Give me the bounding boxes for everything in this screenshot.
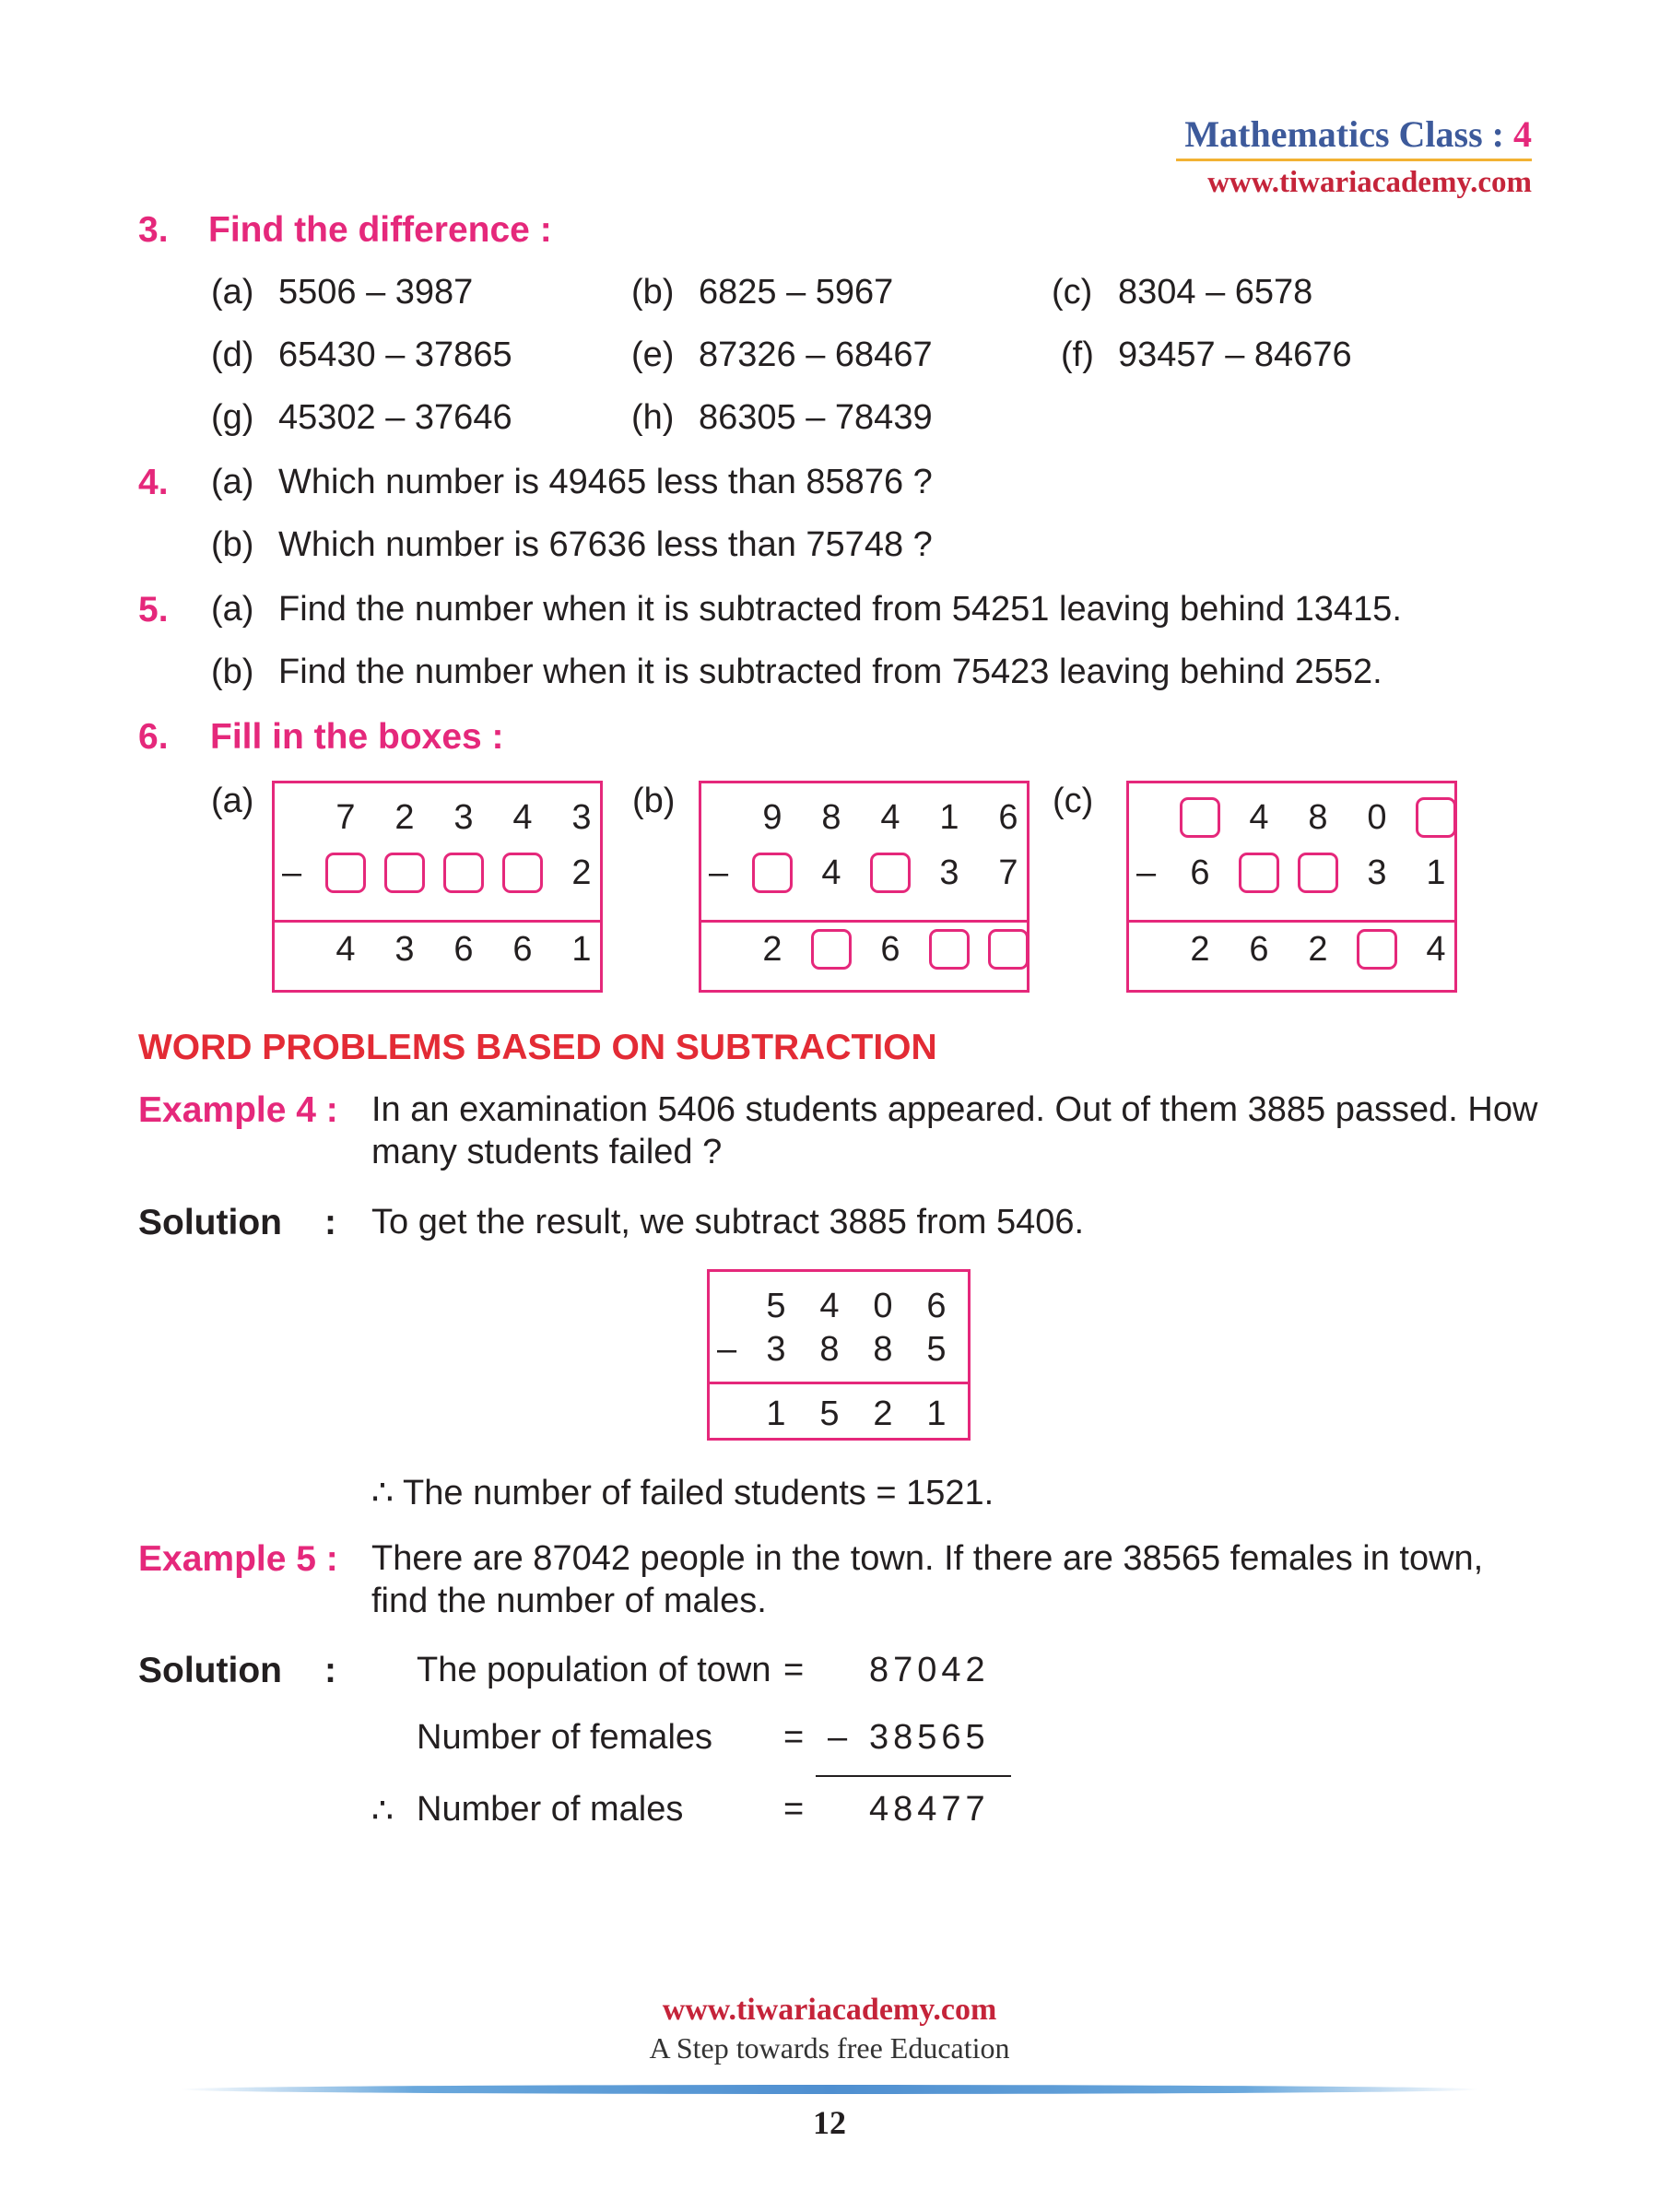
grid-digit: 4 xyxy=(335,930,356,969)
grid-divider xyxy=(275,920,600,923)
q3-item-text: 86305 – 78439 xyxy=(699,398,933,437)
grid-digit: 6 xyxy=(512,930,533,969)
q6-grid-label: (a) xyxy=(211,782,254,820)
example4-solution-label: Solution xyxy=(138,1203,282,1242)
q3-item-label: (e) xyxy=(631,335,675,374)
q4-number: 4. xyxy=(138,463,169,502)
q6-subtraction-grid xyxy=(272,781,603,993)
q3-item-text: 87326 – 68467 xyxy=(699,335,933,374)
q3-item-label: (f) xyxy=(1061,335,1094,374)
footer-url[interactable]: www.tiwariacademy.com xyxy=(662,1993,997,2027)
example5-row-value: 38565 xyxy=(869,1718,990,1757)
calc-subtrahend-digit: 8 xyxy=(819,1330,840,1369)
header-underline xyxy=(1176,159,1532,161)
grid-digit: 2 xyxy=(394,798,415,837)
q6-subtraction-grid xyxy=(1126,781,1457,993)
q6-subtraction-grid xyxy=(699,781,1030,993)
grid-digit: 7 xyxy=(335,798,356,837)
calc-result-digit: 5 xyxy=(819,1394,840,1433)
q3-item-label: (g) xyxy=(211,398,254,437)
answer-box[interactable] xyxy=(988,929,1029,970)
grid-digit: 9 xyxy=(762,798,782,837)
q4-item-label: (b) xyxy=(211,525,254,564)
example5-solution-label: Solution xyxy=(138,1651,282,1690)
q3-item-text: 5506 – 3987 xyxy=(278,273,474,312)
calc-subtrahend-digit: 3 xyxy=(766,1330,786,1369)
q4-item-text: Which number is 67636 less than 75748 ? xyxy=(278,525,933,564)
grid-digit: 4 xyxy=(512,798,533,837)
calc-divider xyxy=(710,1382,968,1384)
q5-item-text: Find the number when it is subtracted from 54251 leaving behind 13415. xyxy=(278,590,1402,629)
q3-item-label: (h) xyxy=(631,398,675,437)
q4-item-text: Which number is 49465 less than 85876 ? xyxy=(278,463,933,501)
example4-label: Example 4 : xyxy=(138,1090,338,1130)
answer-box[interactable] xyxy=(811,929,852,970)
calc-minuend-digit: 4 xyxy=(819,1287,840,1325)
example5-row-equals: = xyxy=(783,1790,805,1829)
example5-label: Example 5 : xyxy=(138,1539,338,1579)
q3-heading: Find the difference : xyxy=(208,210,552,250)
grid-digit: 3 xyxy=(453,798,474,837)
grid-digit: 4 xyxy=(821,853,841,892)
grid-digit: 4 xyxy=(880,798,900,837)
calc-minuend-digit: 0 xyxy=(873,1287,893,1325)
example4-line1: In an examination 5406 students appeared. Out of them 3885 passed. How xyxy=(371,1090,1538,1129)
q5-item-label: (b) xyxy=(211,653,254,691)
grid-digit: 2 xyxy=(1308,930,1328,969)
answer-box[interactable] xyxy=(752,853,793,893)
grid-digit: 6 xyxy=(1190,853,1210,892)
q3-item-text: 6825 – 5967 xyxy=(699,273,894,312)
q5-item-text: Find the number when it is subtracted from 75423 leaving behind 2552. xyxy=(278,653,1382,691)
grid-digit: 6 xyxy=(1249,930,1269,969)
grid-digit: 0 xyxy=(1367,798,1387,837)
grid-divider xyxy=(701,920,1027,923)
calc-result-digit: 1 xyxy=(926,1394,947,1433)
example5-line2: find the number of males. xyxy=(371,1582,767,1620)
example5-row-label: Number of males xyxy=(417,1790,684,1829)
answer-box[interactable] xyxy=(1298,853,1338,893)
q6-grid-label: (b) xyxy=(632,782,676,820)
example5-solution-colon: : xyxy=(324,1651,336,1690)
example4-solution-text: To get the result, we subtract 3885 from 5406. xyxy=(371,1203,1085,1241)
q4-item-label: (a) xyxy=(211,463,254,501)
answer-box[interactable] xyxy=(1239,853,1279,893)
grid-digit: 7 xyxy=(998,853,1018,892)
example4-calculation xyxy=(707,1269,971,1441)
q3-item-text: 65430 – 37865 xyxy=(278,335,512,374)
q3-item-text: 93457 – 84676 xyxy=(1118,335,1352,374)
q6-heading: Fill in the boxes : xyxy=(210,717,504,757)
footer-divider xyxy=(180,2085,1479,2094)
grid-digit: 1 xyxy=(939,798,959,837)
grid-digit: 2 xyxy=(762,930,782,969)
answer-box[interactable] xyxy=(443,853,484,893)
answer-box[interactable] xyxy=(1180,797,1220,838)
example4-solution-colon: : xyxy=(324,1203,336,1242)
calc-minus-sign: – xyxy=(717,1330,737,1369)
q5-item-label: (a) xyxy=(211,590,254,629)
example4-conclusion: ∴ The number of failed students = 1521. xyxy=(371,1474,994,1512)
grid-digit: 4 xyxy=(1249,798,1269,837)
answer-box[interactable] xyxy=(1416,797,1456,838)
grid-digit: 8 xyxy=(1308,798,1328,837)
q3-item-label: (c) xyxy=(1052,273,1093,312)
q3-item-text: 8304 – 6578 xyxy=(1118,273,1313,312)
calc-subtrahend-digit: 8 xyxy=(873,1330,893,1369)
grid-digit: 6 xyxy=(453,930,474,969)
example5-row-label: Number of females xyxy=(417,1718,713,1757)
answer-box[interactable] xyxy=(325,853,366,893)
grid-minus-sign: – xyxy=(1136,853,1157,892)
example4-line2: many students failed ? xyxy=(371,1133,723,1171)
answer-box[interactable] xyxy=(1357,929,1397,970)
example5-row-equals: = xyxy=(783,1718,805,1757)
q3-item-text: 45302 – 37646 xyxy=(278,398,512,437)
page-number: 12 xyxy=(813,2104,846,2141)
example5-therefore: ∴ xyxy=(371,1792,394,1830)
grid-digit: 3 xyxy=(571,798,592,837)
calc-result-digit: 2 xyxy=(873,1394,893,1433)
grid-digit: 8 xyxy=(821,798,841,837)
grid-digit: 4 xyxy=(1426,930,1446,969)
grid-minus-sign: – xyxy=(709,853,729,892)
q3-item-label: (b) xyxy=(631,273,675,312)
answer-box[interactable] xyxy=(929,929,970,970)
example5-sum-line xyxy=(816,1775,1011,1777)
grid-digit: 2 xyxy=(1190,930,1210,969)
q3-item-label: (d) xyxy=(211,335,254,374)
q5-number: 5. xyxy=(138,590,169,629)
answer-box[interactable] xyxy=(502,853,543,893)
grid-digit: 3 xyxy=(1367,853,1387,892)
q3-number: 3. xyxy=(138,210,169,250)
answer-box[interactable] xyxy=(384,853,425,893)
calc-minuend-digit: 6 xyxy=(926,1287,947,1325)
grid-digit: 2 xyxy=(571,853,592,892)
calc-result-digit: 1 xyxy=(766,1394,786,1433)
calc-minuend-digit: 5 xyxy=(766,1287,786,1325)
section-title: WORD PROBLEMS BASED ON SUBTRACTION xyxy=(138,1028,937,1067)
q6-number: 6. xyxy=(138,717,169,757)
grid-divider xyxy=(1129,920,1454,923)
example5-row-value: 48477 xyxy=(869,1790,990,1829)
grid-digit: 1 xyxy=(1426,853,1446,892)
example5-row-value: 87042 xyxy=(869,1651,990,1689)
example5-row-minus: – xyxy=(828,1718,848,1757)
answer-box[interactable] xyxy=(870,853,911,893)
grid-minus-sign: – xyxy=(282,853,302,892)
q6-grid-label: (c) xyxy=(1053,782,1094,820)
grid-digit: 6 xyxy=(998,798,1018,837)
header-url[interactable]: www.tiwariacademy.com xyxy=(1207,166,1532,199)
example5-row-label: The population of town xyxy=(417,1651,771,1689)
grid-digit: 3 xyxy=(394,930,415,969)
grid-digit: 3 xyxy=(939,853,959,892)
grid-digit: 1 xyxy=(571,930,592,969)
q3-item-label: (a) xyxy=(211,273,254,312)
grid-digit: 6 xyxy=(880,930,900,969)
calc-subtrahend-digit: 5 xyxy=(926,1330,947,1369)
example5-row-equals: = xyxy=(783,1651,805,1689)
header-title: Mathematics Class : 4 xyxy=(1184,113,1532,155)
example5-line1: There are 87042 people in the town. If there are 38565 females in town, xyxy=(371,1539,1484,1578)
footer-tagline: A Step towards free Education xyxy=(649,2031,1010,2065)
